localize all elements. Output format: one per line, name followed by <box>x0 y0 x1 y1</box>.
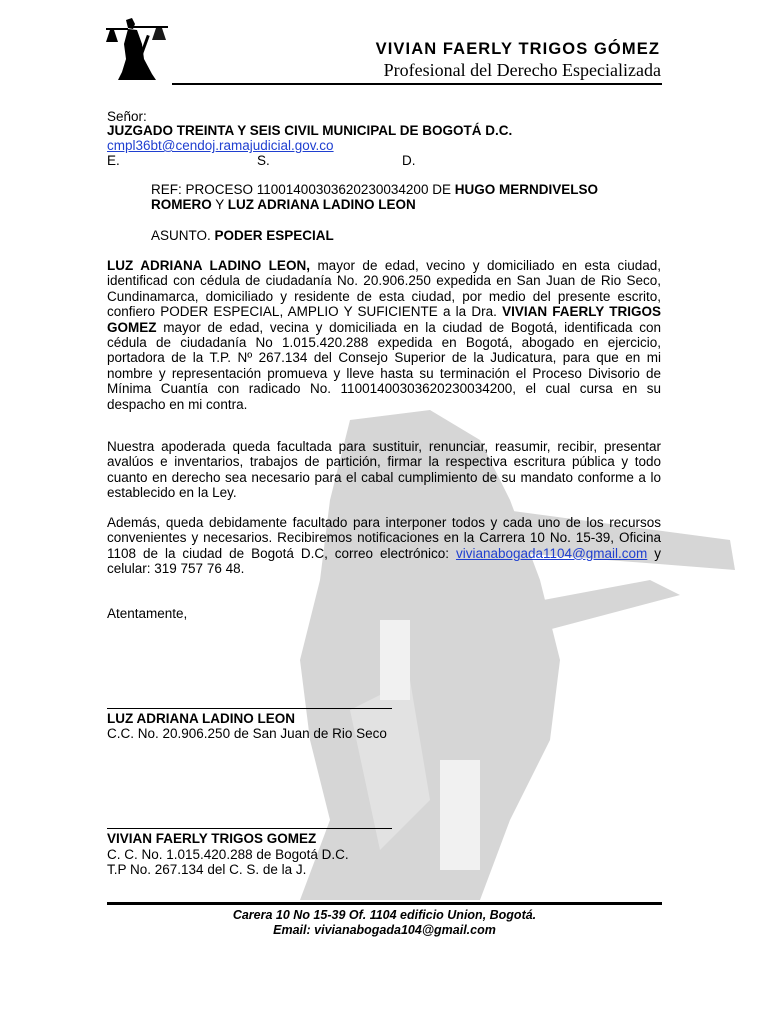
p3-text-a: Además, queda debidamente facultado para interponer todos y cada uno de los recursos convenientes y necesarios. Recibiremos notificaciones en la Carrera 10 No. 15-39, Oficina 1108 de la ciudad de Bogotá D.C, correo electrónico: <box>107 515 661 561</box>
closing: Atentamente, <box>107 606 188 621</box>
court-email-link[interactable]: cmpl36bt@cendoj.ramajudicial.gov.co <box>107 138 334 153</box>
header-divider <box>172 83 662 85</box>
signature-line-2 <box>107 828 392 829</box>
ref-party-1: HUGO MERNDIVELSO ROMERO <box>151 182 598 213</box>
signer-2-tp: T.P No. 267.134 del C. S. de la J. <box>107 862 307 877</box>
grantor-name: LUZ ADRIANA LADINO LEON, <box>107 258 310 273</box>
body-paragraph-3 <box>107 515 661 577</box>
footer-divider <box>107 902 662 905</box>
signature-line-1 <box>107 708 392 709</box>
footer-email: Email: vivianabogada104@gmail.com <box>273 923 496 937</box>
attorney-email-link[interactable]: vivianabogada1104@gmail.com <box>455 545 648 561</box>
signer-1-name: LUZ ADRIANA LADINO LEON <box>107 711 295 726</box>
lady-justice-logo-icon <box>104 14 170 82</box>
signer-2-id: C. C. No. 1.015.420.288 de Bogotá D.C. <box>107 847 349 862</box>
header-title: Profesional del Derecho Especializada <box>383 60 661 80</box>
header-name: VIVIAN FAERLY TRIGOS GÓMEZ <box>375 40 660 58</box>
court-name: JUZGADO TREINTA Y SEIS CIVIL MUNICIPAL DE BOGOTÁ D.C. <box>107 123 513 138</box>
footer-address: Carera 10 No 15-39 Of. 1104 edificio Union, Bogotá. <box>232 908 537 922</box>
signer-1-id: C.C. No. 20.906.250 de San Juan de Rio Seco <box>107 726 387 741</box>
body-paragraph-1 <box>107 258 661 412</box>
salutation: Señor: <box>107 109 147 124</box>
p1-text-a: mayor de edad, vecino y domiciliado en esta ciudad, identificad con cédula de ciudadanía No. 20.906.250 expedida en San Juan de Rio Seco, Cundinamarca, domiciliado y residente de esta ciudad, por medio del presente escrito, confiero PODER ESPECIAL, AMPLIO Y SUFICIENTE a la Dra. <box>107 258 661 320</box>
esd-d: D. <box>402 153 416 168</box>
attorney-name: VIVIAN FAERLY TRIGOS GOMEZ <box>107 304 661 335</box>
reference-line <box>151 182 661 213</box>
esd-e: E. <box>107 153 120 168</box>
subject-line <box>151 228 334 243</box>
subject-value: PODER ESPECIAL <box>214 228 334 243</box>
subject-label: ASUNTO. <box>151 228 215 243</box>
ref-connector: Y <box>211 197 228 213</box>
p1-text-b: mayor de edad, vecina y domiciliada en la ciudad de Bogotá, identificada con cédula de ciudadanía No 1.015.420.288 expedida en Bogotá, abogado en ejercicio, portadora de la T.P. Nº 267.134 del Consejo Superior de la Judicatura, para que en mi nombre y representación promueva y lleve hasta su terminación el Proceso Divisorio de Mínima Cuantía con radicado No. 11001400303620230034200, el cual cursa en su despacho en mi contra. <box>107 319 661 412</box>
ref-prefix: REF: PROCESO 11001400303620230034200 DE <box>151 182 455 197</box>
body-paragraph-2: Nuestra apoderada queda facultada para sustituir, renunciar, reasumir, recibir, presentar avalúos e inventarios, trabajos de partición, firmar la respectiva escritura pública y todo cuanto en derecho sea necesario para el cabal cumplimiento de su mandato conforme a lo establecido en la Ley. <box>107 439 661 501</box>
signer-2-name: VIVIAN FAERLY TRIGOS GOMEZ <box>107 831 317 846</box>
esd-s: S. <box>257 153 270 168</box>
p3-text-b: y celular: 319 757 76 48. <box>107 545 661 577</box>
ref-party-2: LUZ ADRIANA LADINO LEON <box>227 197 416 213</box>
